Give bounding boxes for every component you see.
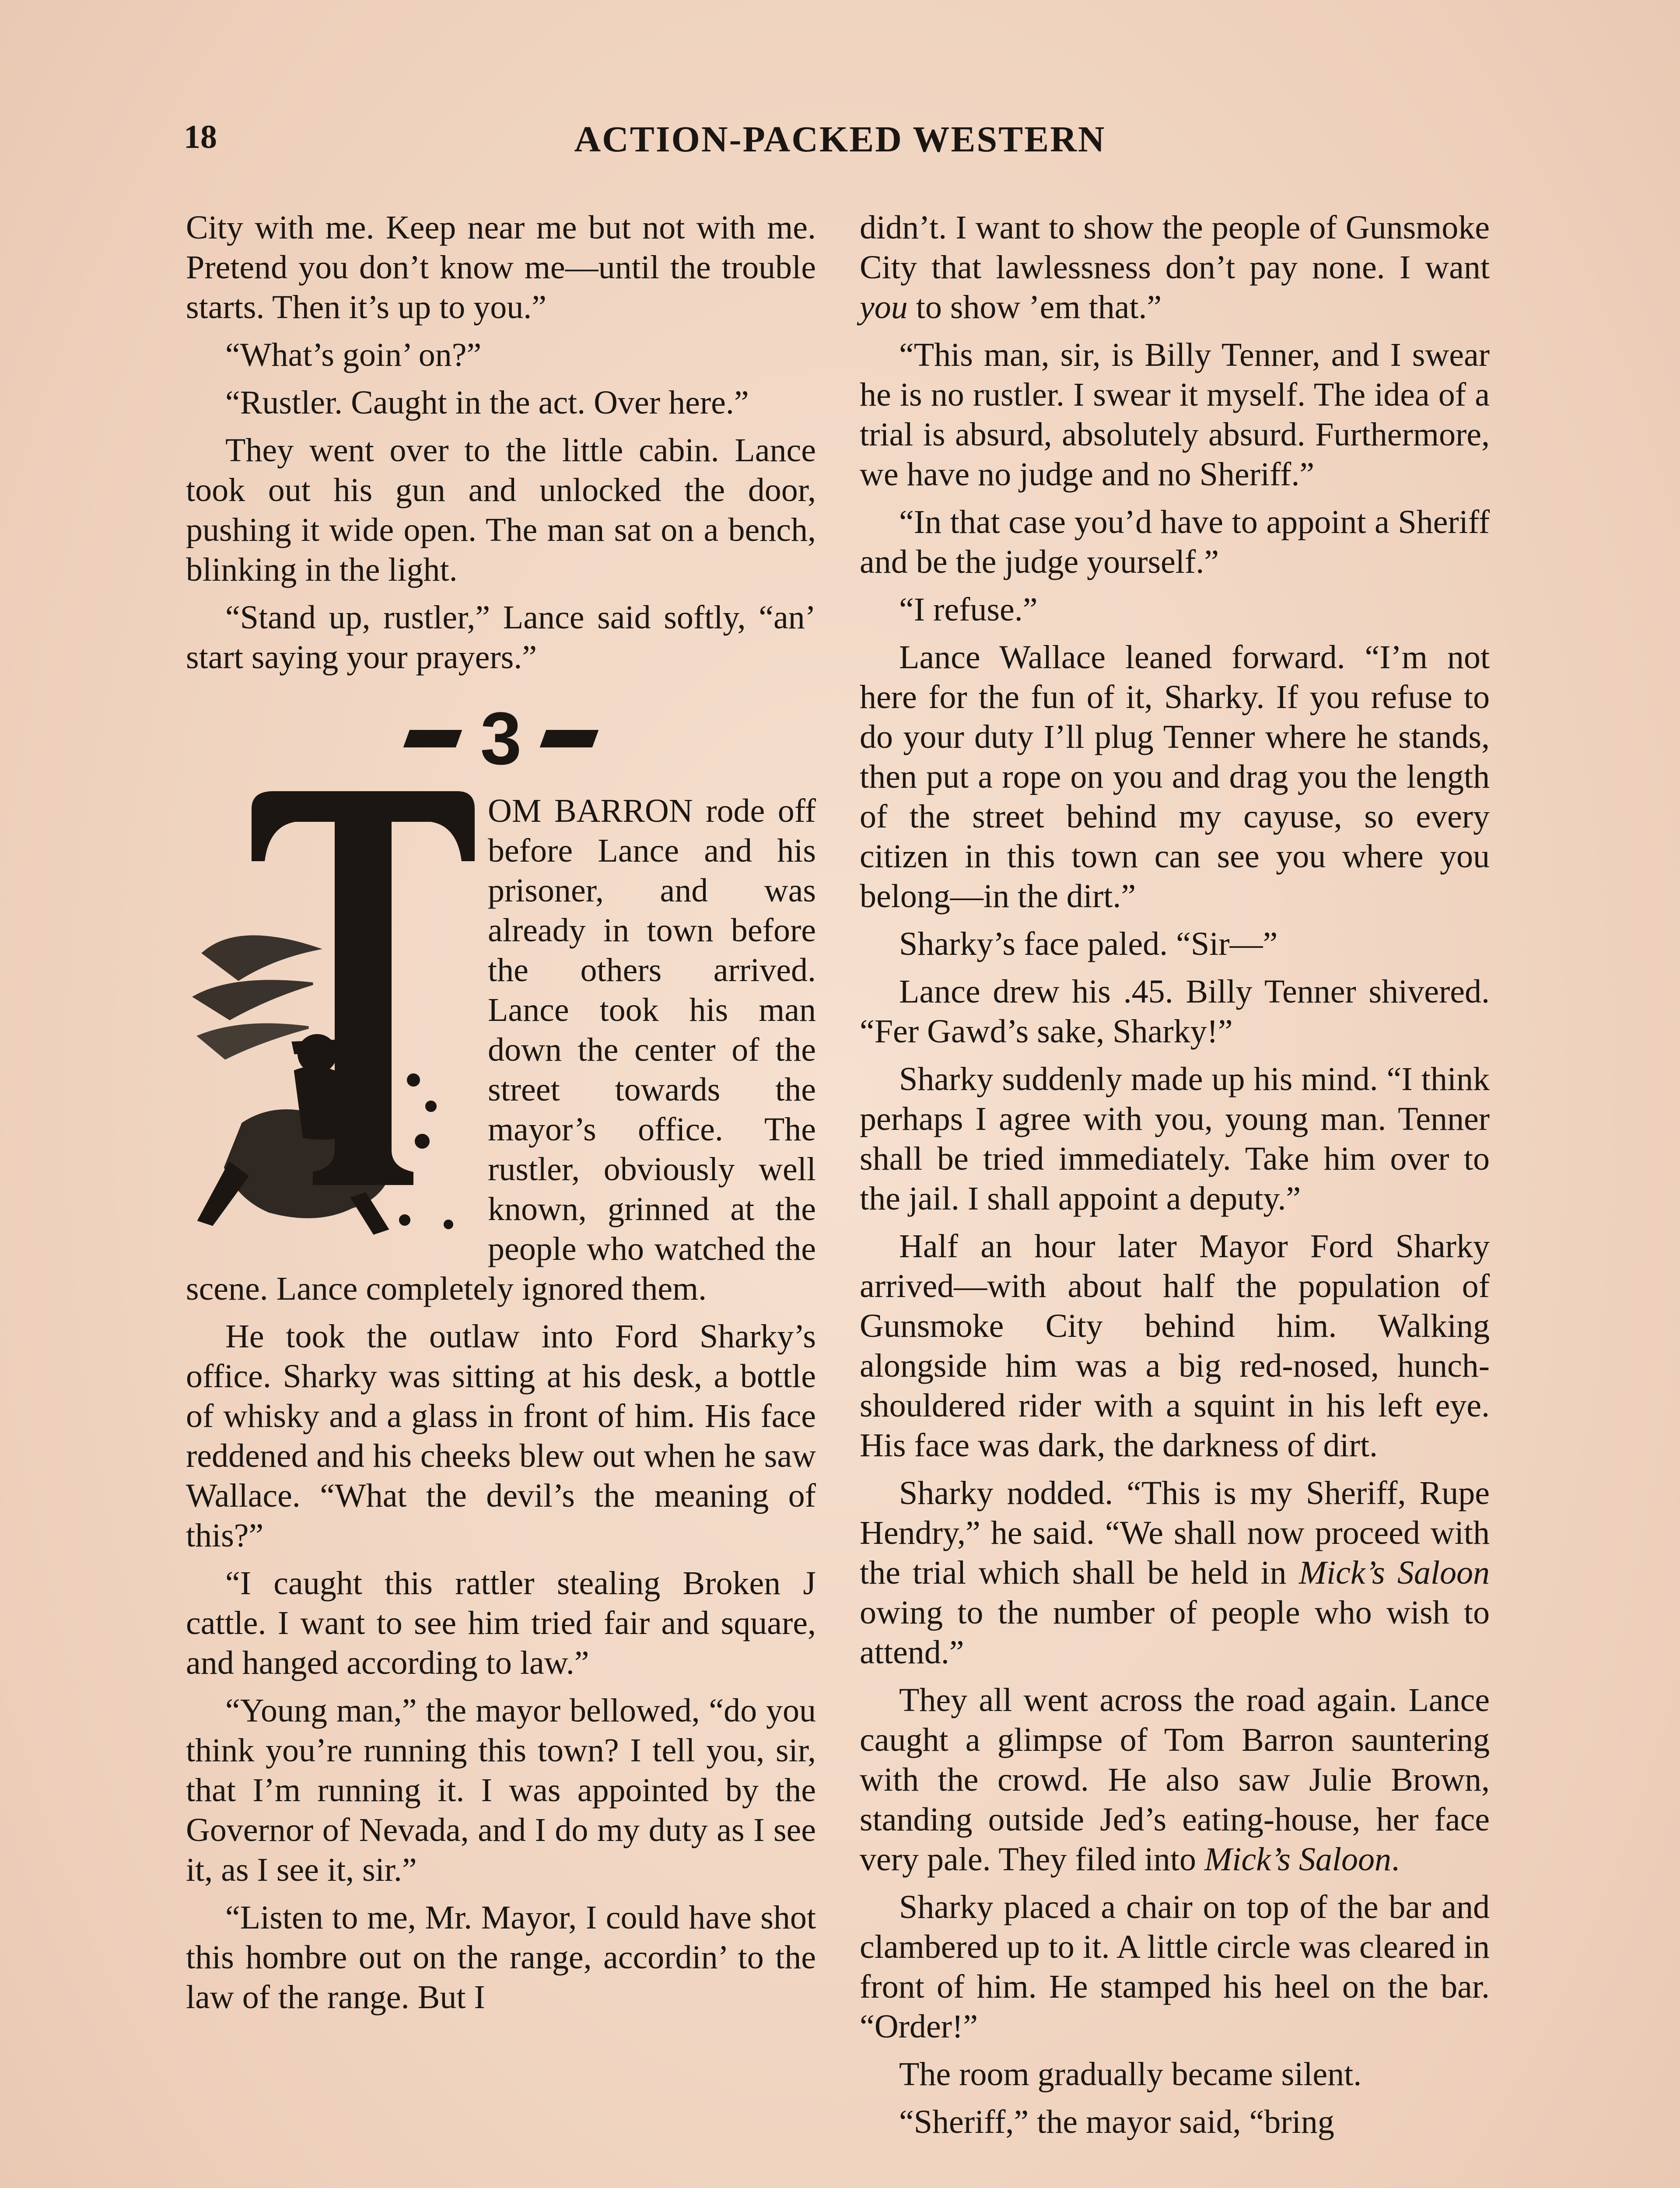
paragraph: Lance Wallace leaned forward. “I’m not here for the fun of it, Sharky. If you refuse to do your duty I’ll plug Tenner where he stands, then put a rope on you and drag you the length of the street behind my cayuse, so every citizen in this town can see you where you belong—in the dirt.” bbox=[860, 639, 1490, 915]
paragraph: “Sheriff,” the mayor said, “bring bbox=[899, 2104, 1334, 2140]
paragraph: Lance drew his .45. Billy Tenner shivered. “Fer Gawd’s sake, Sharky!” bbox=[860, 973, 1490, 1050]
paragraph: didn’t. I want to show the people of Gunsmoke City that lawlessness don’t pay none. I want you to show ’em that.” bbox=[860, 209, 1490, 326]
paragraph: Sharky suddenly made up his mind. “I think perhaps I agree with you, young man. Tenner shall be tried immediately. Take him over to the jail. I shall appoint a deputy.” bbox=[860, 1061, 1490, 1217]
paragraph: “Stand up, rustler,” Lance said softly, “an’ start saying your prayers.” bbox=[186, 599, 816, 676]
cowboy-illustration-icon bbox=[186, 791, 475, 1238]
chapter-heading bbox=[186, 697, 816, 780]
chapter-dash-left bbox=[403, 730, 462, 747]
paragraph: They went over to the little cabin. Lance took out his gun and unlocked the door, pushing it wide open. The man sat on a bench, blinking in the light. bbox=[186, 432, 816, 588]
right-column bbox=[860, 208, 1490, 2150]
running-title: ACTION-PACKED WESTERN bbox=[574, 119, 1106, 160]
paragraph: Half an hour later Mayor Ford Sharky arrived—with about half the population of Gunsmoke City behind him. Walking alongside him was a big red-nosed, hunch-shouldered rider with a squint in his left eye. His face was dark, the darkness of dirt. bbox=[860, 1228, 1490, 1464]
paragraph: The room gradually became silent. bbox=[899, 2056, 1362, 2093]
chapter-number: 3 bbox=[480, 697, 522, 780]
paragraph: “Rustler. Caught in the act. Over here.” bbox=[225, 384, 749, 421]
paragraph: Sharky placed a chair on top of the bar and clambered up to it. A little circle was cleared in front of him. He stamped his heel on the bar. “Order!” bbox=[860, 1889, 1490, 2045]
paragraph: “I refuse.” bbox=[899, 591, 1038, 628]
paragraph: “Listen to me, Mr. Mayor, I could have shot this hombre out on the range, accordin’ to the law of the range. But I bbox=[186, 1899, 816, 2016]
drop-cap-paragraph: OM BARRON rode off before Lance and his prisoner, and was already in town before the others arrived. Lance took his man down the center of the street towards the mayor’s office. The rustler, obviously well known, grinned at the people who watched the scene. Lance completely ignored them. bbox=[186, 792, 816, 1307]
paragraph: City with me. Keep near me but not with me. Pretend you don’t know me—until the trouble starts. Then it’s up to you.” bbox=[186, 209, 816, 326]
paragraph: “In that case you’d have to appoint a Sheriff and be the judge yourself.” bbox=[860, 504, 1490, 580]
page-number: 18 bbox=[184, 119, 217, 155]
paragraph: “This man, sir, is Billy Tenner, and I swear he is no rustler. I swear it myself. The idea of a trial is absurd, absolutely absurd. Furthermore, we have no judge and no Sheriff.” bbox=[860, 337, 1490, 493]
drop-cap-illustration bbox=[186, 791, 475, 1238]
left-column bbox=[186, 208, 816, 2025]
paragraph: They all went across the road again. Lance caught a glimpse of Tom Barron sauntering with the crowd. He also saw Julie Brown, standing outside Jed’s eating-house, her face very pale. They filed into Mick’s Saloon. bbox=[860, 1682, 1490, 1878]
paragraph: “What’s goin’ on?” bbox=[225, 337, 482, 373]
paragraph: Sharky’s face paled. “Sir—” bbox=[899, 926, 1278, 962]
chapter-dash-right bbox=[540, 730, 599, 747]
paragraph: He took the outlaw into Ford Sharky’s office. Sharky was sitting at his desk, a bottle of whisky and a glass in front of him. His face reddened and his cheeks blew out when he saw Wallace. “What the devil’s the meaning of this?” bbox=[186, 1318, 816, 1554]
paragraph: “I caught this rattler stealing Broken J cattle. I want to see him tried fair and square, and hanged according to law.” bbox=[186, 1565, 816, 1681]
paragraph: “Young man,” the mayor bellowed, “do you think you’re running this town? I tell you, sir, that I’m running it. I was appointed by the Governor of Nevada, and I do my duty as I see it, as I see it, sir.” bbox=[186, 1692, 816, 1888]
page-header bbox=[184, 118, 1496, 171]
paragraph: Sharky nodded. “This is my Sheriff, Rupe Hendry,” he said. “We shall now proceed with the trial which shall be held in Mick’s Saloon owing to the number of people who wish to attend.” bbox=[860, 1475, 1490, 1671]
